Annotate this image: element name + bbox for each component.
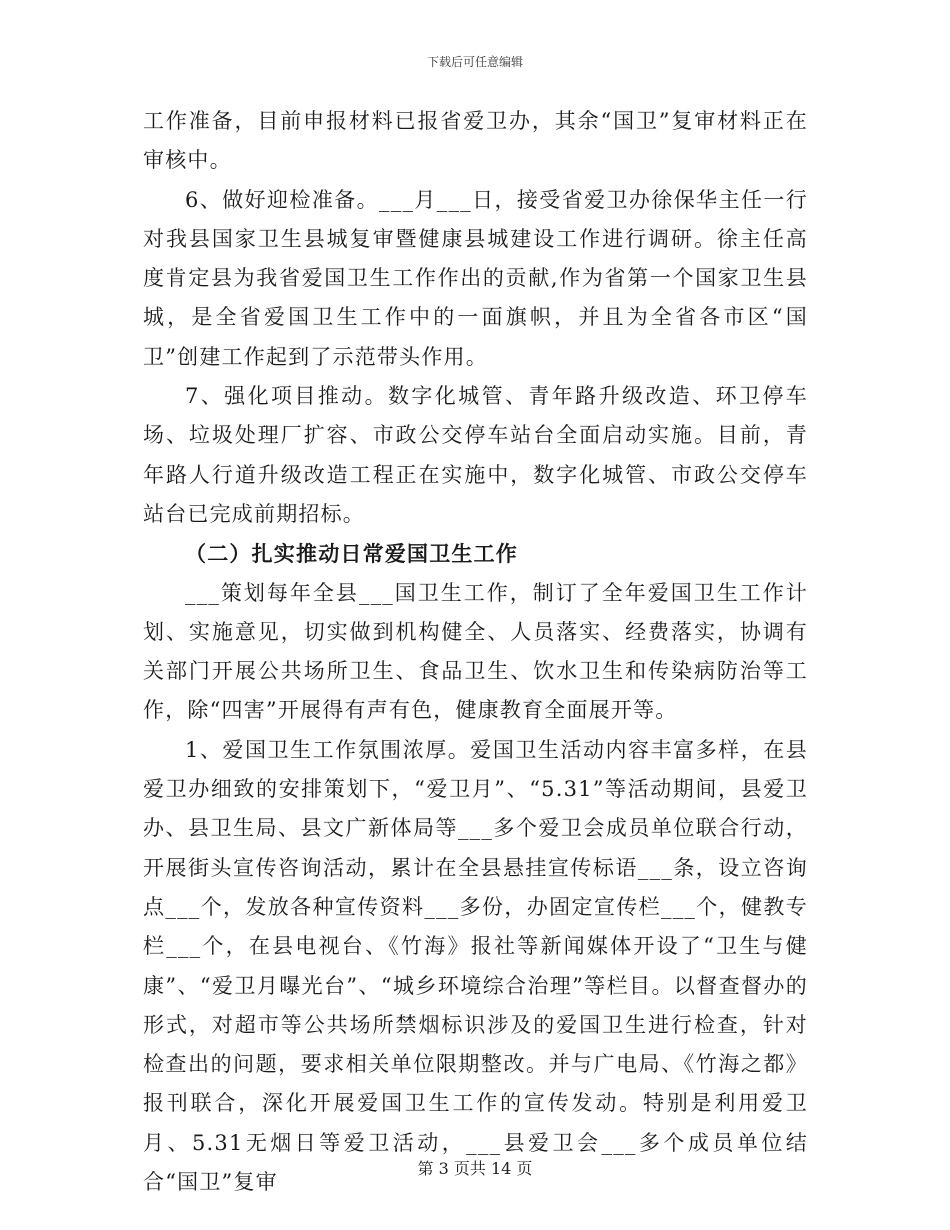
paragraph-section-intro: ___策划每年全县___国卫生工作，制订了全年爱国卫生工作计划、实施意见，切实做到机构健全、人员落实、经费落实，协调有关部门开展公共场所卫生、食品卫生、饮水卫生和传染病防治等工作，除“四害”开展得有声有色，健康教育全面展开等。 bbox=[143, 580, 808, 723]
page-number: 第 3 页共 14 页 bbox=[417, 1159, 533, 1178]
section-heading: （二）扎实推动日常爱国卫生工作 bbox=[185, 541, 518, 567]
paragraph-item-1: 1、爱国卫生工作氛围浓厚。爱国卫生活动内容丰富多样，在县爱卫办细致的安排策划下，“爱卫月”、“5.31”等活动期间，县爱卫办、县卫生局、县文广新体局等___多个爱卫会成员单位联合行动，开展街头宣传咨询活动，累计在全县悬挂宣传标语___条，设立咨询点___个，发放各种宣传资料___多份，办固定宣传栏___个，健教专栏___个，在县电视台、《竹海》报社等新闻媒体开设了“卫生与健康”、“爱卫月曝光台”、“城乡环境综合治理”等栏目。以督查督办的形式，对超市等公共场所禁烟标识涉及的爱国卫生进行检查，针对检查出的问题，要求相关单位限期整改。并与广电局、《竹海之都》报刊联合，深化开展爱国卫生工作的宣传发动。特别是利用爱卫月、5.31无烟日等爱卫活动，___县爱卫会___多个成员单位结合“国卫”复审 bbox=[143, 737, 808, 1195]
paragraph-item-6: 6、做好迎检准备。___月___日，接受省爱卫办徐保华主任一行对我县国家卫生县城复审暨健康县城建设工作进行调研。徐主任高度肯定县为我省爱国卫生工作作出的贡献,作为省第一个国家卫生县城，是全省爱国卫生工作中的一面旗帜，并且为全省各市区“国卫”创建工作起到了示范带头作用。 bbox=[143, 187, 808, 369]
page-header-note: 下载后可任意编辑 bbox=[426, 55, 523, 69]
paragraph-continuation: 工作准备，目前申报材料已报省爱卫办，其余“国卫”复审材料正在审核中。 bbox=[143, 109, 808, 173]
paragraph-item-7: 7、强化项目推动。数字化城管、青年路升级改造、环卫停车场、垃圾处理厂扩容、市政公交停车站台全面启动实施。目前，青年路人行道升级改造工程正在实施中，数字化城管、市政公交停车站台已完成前期招标。 bbox=[143, 384, 808, 526]
document-body bbox=[143, 102, 808, 1202]
